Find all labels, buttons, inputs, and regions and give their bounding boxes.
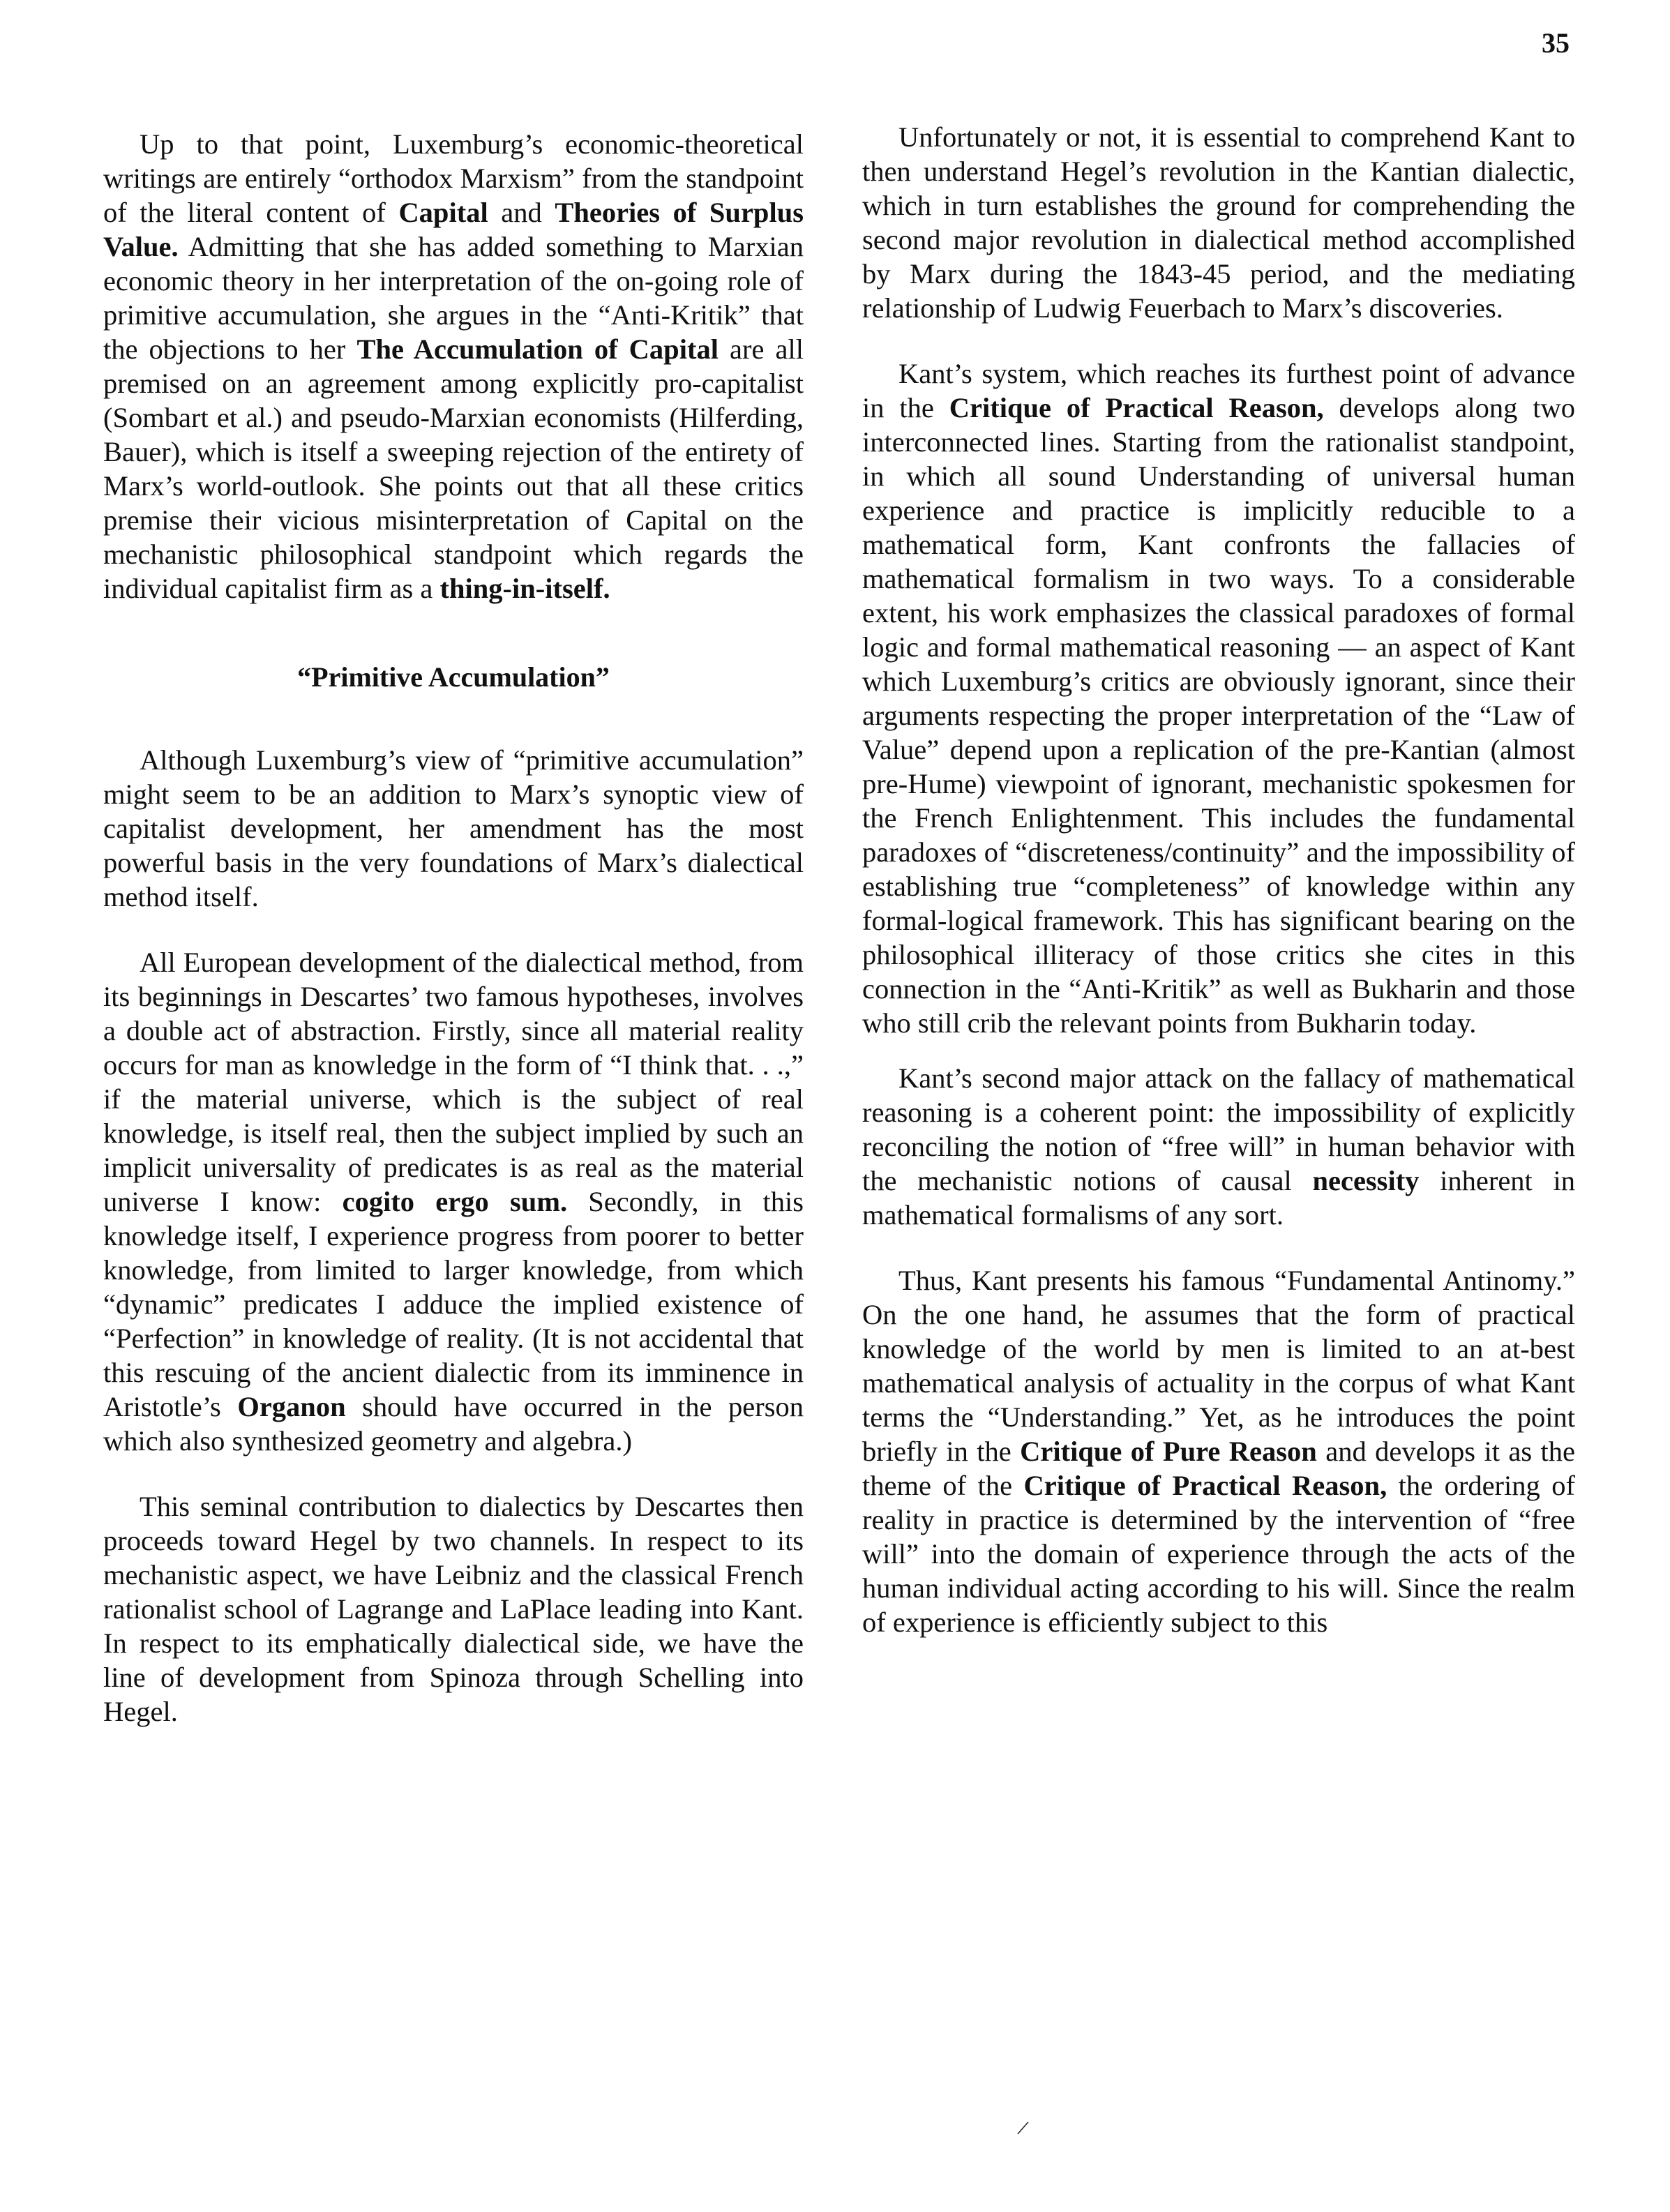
text-run: and develops it as the theme of the [862,1436,1575,1501]
bold-title-critique-of-pure-reason: Critique of Pure Reason [1020,1436,1317,1467]
bold-title-accumulation-of-capital: The Accumulation of Capital [356,333,719,365]
bold-term-necessity: necessity [1312,1165,1420,1196]
text-run: Up to that point, Luxemburg’s economic-theoretical writings are entirely “orthodox Marxism” from the standpoint of the literal content of [103,128,804,228]
text-run: Kant’s second major attack on the fallacy of mathematical reasoning is a coherent point: the impossibility of explicitly reconciling the notion of “free will” in human behavior with the mechanistic notions of causal [862,1062,1575,1196]
paragraph-primitive-accumulation-view [103,743,804,914]
text-run: inherent in mathematical formalisms of any sort. [862,1165,1575,1231]
text-run: Admitting that she has added something to Marxian economic theory in her interpretation of the on-going role of primitive accumulation, she argues in the “Anti-Kritik” that the objections to her [103,231,804,365]
paragraph-european-dialectical-method [103,945,804,1458]
paragraph-kants-second-attack [862,1061,1575,1232]
text-run: Secondly, in this knowledge itself, I experience progress from poorer to better knowledge, from limited to larger knowledge, from which “dynamic” predicates I adduce the implied existence of “Perfection” in knowledge of reality. (It is not accidental that this rescuing of the ancient dialectic from its imminence in Aristotle’s [103,1186,804,1422]
paragraph-comprehend-kant [862,120,1575,325]
bold-term-cogito-ergo-sum: cogito ergo sum. [342,1186,568,1217]
left-column [103,127,804,1760]
bold-title-theories-of-surplus-value: Theories of Surplus Value. [103,197,804,262]
text-run: and [488,197,555,228]
section-heading-primitive-accumulation: “Primitive Accumulation” [297,661,610,693]
paragraph-descartes-toward-hegel [103,1489,804,1729]
bold-term-thing-in-itself: thing-in-itself. [439,573,610,604]
text-run: develops along two interconnected lines. Starting from the rationalist standpoint, in which all sound Understanding of universal human experience and practice is implicitly reducible to a mathematical form, Kant confronts the fallacies of mathematical formalism in two ways. To a considerable extent, his work emphasizes the classical paradoxes of formal logic and formal mathematical reasoning — an aspect of Kant which Luxemburg’s critics are obviously ignorant, since their arguments respecting the proper interpretation of the “Law of Value” depend upon a replication of the pre-Kantian (almost pre-Hume) viewpoint of ignorant, mechanistic spokesmen for the French Enlightenment. This includes the fundamental paradoxes of “discreteness/continuity” and the impossibility of establishing true “completeness” of knowledge within any formal-logical framework. This has significant bearing on the philosophical illiteracy of those critics she cites in this connection in the “Anti-Kritik” as well as Bukharin and those who still crib the relevant points from Bukharin today. [862,392,1575,1039]
text-run: Kant’s system, which reaches its furthest point of advance in the [862,358,1575,423]
stray-pen-mark-icon [1017,2121,1030,2135]
text-run: Unfortunately or not, it is essential to comprehend Kant to then understand Hegel’s revolution in the Kantian dialectic, which in turn establishes the ground for comprehending the second major revolution in dialectical method accomplished by Marx during the 1843-45 period, and the mediating relationship of Ludwig Feuerbach to Marx’s discoveries. [862,121,1575,324]
text-run: are all premised on an agreement among explicitly pro-capitalist (Sombart et al.) and pseudo-Marxian economists (Hilferding, Bauer), which is itself a sweeping rejection of the entirety of Marx’s world-outlook. She points out that all these critics premise their vicious misinterpretation of Capital on the mechanistic philosophical standpoint which regards the individual capitalist firm as a [103,333,804,604]
paragraph-kants-system [862,356,1575,1040]
page-number: 35 [1542,27,1570,59]
text-run: Thus, Kant presents his famous “Fundamental Antinomy.” On the one hand, he assumes that the form of practical knowledge of the world by men is limited to an at-best mathematical analysis of actuality in the corpus of what Kant terms the “Understanding.” Yet, as he introduces the point briefly in the [862,1265,1575,1467]
paragraph-luxemburg-orthodox-marxism [103,127,804,605]
bold-title-capital: Capital [398,197,488,228]
paragraph-fundamental-antinomy [862,1263,1575,1639]
text-run: should have occurred in the person which also synthesized geometry and algebra.) [103,1391,804,1457]
text-run: This seminal contribution to dialectics by Descartes then proceeds toward Hegel by two channels. In respect to its mechanistic aspect, we have Leibniz and the classical French rationalist school of Lagrange and LaPlace leading into Kant. In respect to its emphatically dialectical side, we have the line of development from Spinoza through Schelling into Hegel. [103,1491,804,1727]
bold-title-organon: Organon [237,1391,346,1422]
text-run: the ordering of reality in practice is determined by the intervention of “free will” into the domain of experience through the acts of the human individual acting according to his will. Since the realm of experience is efficiently subject to this [862,1470,1575,1638]
bold-title-critique-of-practical-reason: Critique of Practical Reason, [949,392,1324,423]
text-run: Although Luxemburg’s view of “primitive accumulation” might seem to be an addition to Marx’s synoptic view of capitalist development, her amendment has the most powerful basis in the very foundations of Marx’s dialectical method itself. [103,744,804,912]
bold-title-critique-of-practical-reason: Critique of Practical Reason, [1023,1470,1387,1501]
right-column [862,120,1575,1671]
text-run: All European development of the dialectical method, from its beginnings in Descartes’ two famous hypotheses, involves a double act of abstraction. Firstly, since all material reality occurs for man as knowledge in the form of “I think that. . .,” if the material universe, which is the subject of real knowledge, is itself real, then the subject implied by such an implicit universality of predicates is as real as the material universe I know: [103,947,804,1217]
